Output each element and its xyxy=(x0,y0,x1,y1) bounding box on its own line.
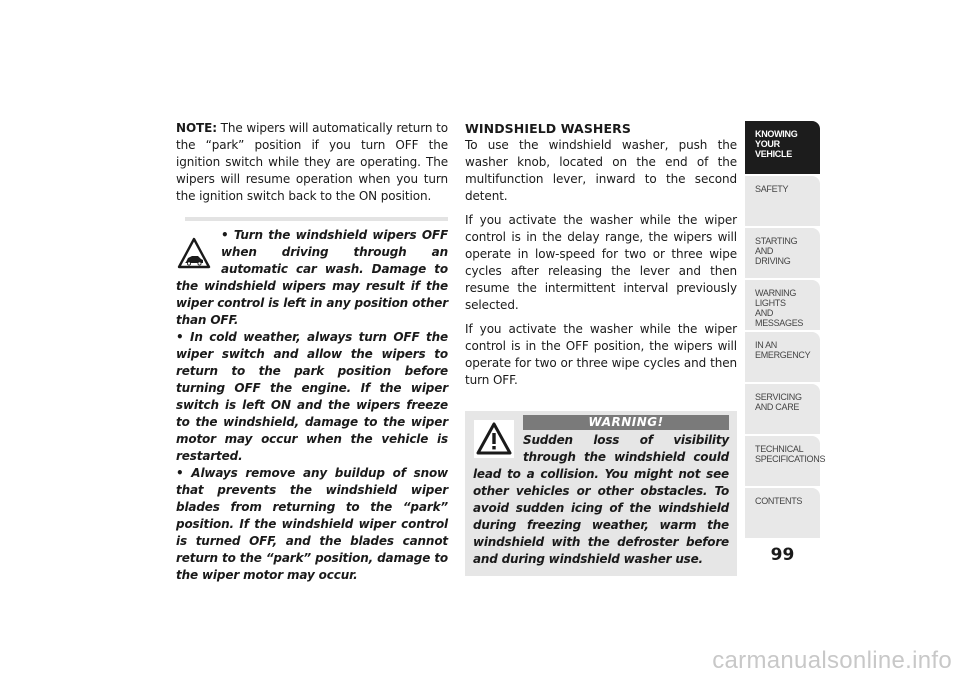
tab-label: TECHNICAL SPECIFICATIONS xyxy=(755,444,826,464)
tab-warning-lights-and-messages[interactable] xyxy=(745,280,820,330)
left-column xyxy=(176,120,448,584)
page-number: 99 xyxy=(770,545,795,565)
warning-text: Sudden loss of visibility through the windshield could lead to a collision. You might not see other vehicles or other obstacles. To avoid sudden icing of the windshield during freezing weather, warm the windshield with the defroster before and during windshield washer use. xyxy=(473,433,729,566)
note-text: The wipers will automatically return to the “park” position if you turn OFF the ignition switch while they are operating. The wipers will resume operation when you turn the ignition switch back to the ON position. xyxy=(176,121,448,203)
car-caution-triangle-icon xyxy=(176,229,212,277)
tab-label: KNOWING YOUR VEHICLE xyxy=(755,129,798,159)
tab-label: CONTENTS xyxy=(755,496,803,506)
tab-label: SAFETY xyxy=(755,184,789,194)
tab-safety[interactable] xyxy=(745,176,820,226)
right-column xyxy=(465,120,737,576)
watermark: carmanualsonline.info xyxy=(712,647,952,674)
chapter-tabs xyxy=(745,121,826,540)
caution-box xyxy=(176,217,448,584)
tab-in-an-emergency[interactable] xyxy=(745,332,820,382)
note-label: NOTE: xyxy=(176,121,217,135)
caution-item: • Turn the windshield wipers OFF when driving through an automatic car wash. Damage to the windshield wipers may result if the wiper control is left in any position other than OFF. xyxy=(176,228,448,327)
section-heading: WINDSHIELD WASHERS xyxy=(465,121,631,136)
body-paragraph: If you activate the washer while the wiper control is in the OFF position, the wipers will operate for two or three wipe cycles and then turn OFF. xyxy=(465,322,737,387)
caution-text xyxy=(176,217,448,584)
warning-triangle-icon xyxy=(473,417,515,461)
warning-box xyxy=(465,411,737,576)
tab-technical-specifications[interactable] xyxy=(745,436,826,486)
body-paragraph: If you activate the washer while the wiper control is in the delay range, the wipers will operate in low-speed for two or three wipe cycles after releasing the lever and then resume the intermittent interval previously selected. xyxy=(465,213,737,312)
warning-title: WARNING! xyxy=(523,415,729,430)
caution-item: • Always remove any buildup of snow that prevents the windshield wiper blades from returning to the “park” position. If the windshield wiper control is turned OFF, and the blades cannot return to the “park” position, damage to the wiper motor may occur. xyxy=(176,466,448,582)
tab-knowing-your-vehicle[interactable] xyxy=(745,121,820,174)
note-paragraph xyxy=(176,120,448,205)
tab-starting-and-driving[interactable] xyxy=(745,228,820,278)
tab-label: STARTING AND DRIVING xyxy=(755,236,798,266)
body-paragraph: To use the windshield washer, push the washer knob, located on the end of the multifunction lever, inward to the second detent. xyxy=(465,138,737,203)
caution-rule xyxy=(185,217,448,221)
tab-label: WARNING LIGHTS AND MESSAGES xyxy=(755,288,804,328)
caution-item: • In cold weather, always turn OFF the wiper switch and allow the wipers to return to the park position before turning OFF the engine. If the wiper switch is left ON and the wipers freeze to the windshield, damage to the wiper motor may occur when the vehicle is restarted. xyxy=(176,330,448,463)
tab-servicing-and-care[interactable] xyxy=(745,384,820,434)
tab-contents[interactable] xyxy=(745,488,820,538)
tab-label: IN AN EMERGENCY xyxy=(755,340,811,360)
tab-label: SERVICING AND CARE xyxy=(755,392,802,412)
